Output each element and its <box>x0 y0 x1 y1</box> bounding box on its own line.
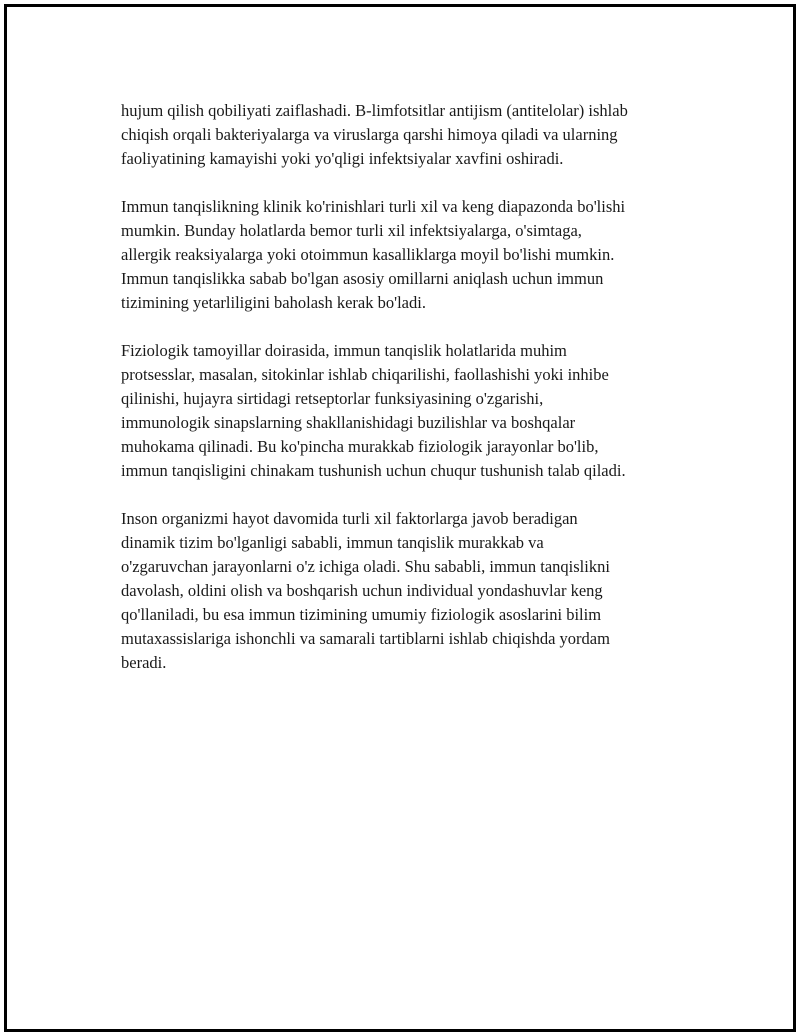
paragraph-1: hujum qilish qobiliyati zaiflashadi. B-limfotsitlar antijism (antitelolar) ishlab chiqish orqali bakteriyalarga va viruslarga qarshi himoya qiladi va ularning faoliyatining kamayishi yoki yo'qligi infektsiyalar xavfini oshiradi. <box>121 101 628 168</box>
page-body <box>121 99 701 699</box>
paragraph-2: Immun tanqislikning klinik ko'rinishlari turli xil va keng diapazonda bo'lishi mumkin. Bunday holatlarda bemor turli xil infektsiyalarga, o'simtaga, allergik reaksiyalarga yoki otoimmun kasalliklarga moyil bo'lishi mumkin. Immun tanqislikka sabab bo'lgan asosiy omillarni aniqlash uchun immun tizimining yetarliligini baholash kerak bo'ladi. <box>121 197 626 312</box>
paragraph-4: Inson organizmi hayot davomida turli xil faktorlarga javob beradigan dinamik tizim bo'lganligi sababli, immun tanqislik murakkab va o'zgaruvchan jarayonlarni o'z ichiga oladi. Shu sababli, immun tanqislikni davolash, oldini olish va boshqarish uchun individual yondashuvlar keng qo'llaniladi, bu esa immun tizimining umumiy fiziologik asoslarini bilim mutaxassislariga ishonchli va samarali tartiblarni ishlab chiqishda yordam beradi. <box>121 509 610 672</box>
page-frame <box>4 4 796 1032</box>
paragraph-3: Fiziologik tamoyillar doirasida, immun tanqislik holatlarida muhim protsesslar, masalan, sitokinlar ishlab chiqarilishi, faollashishi yoki inhibe qilinishi, hujayra sirtidagi retseptorlar funksiyasining o'zgarishi, immunologik sinapslarning shakllanishidagi buzilishlar va boshqalar muhokama qilinadi. Bu ko'pincha murakkab fiziologik jarayonlar bo'lib, immun tanqisligini chinakam tushunish uchun chuqur tushunish talab qiladi. <box>121 341 626 480</box>
